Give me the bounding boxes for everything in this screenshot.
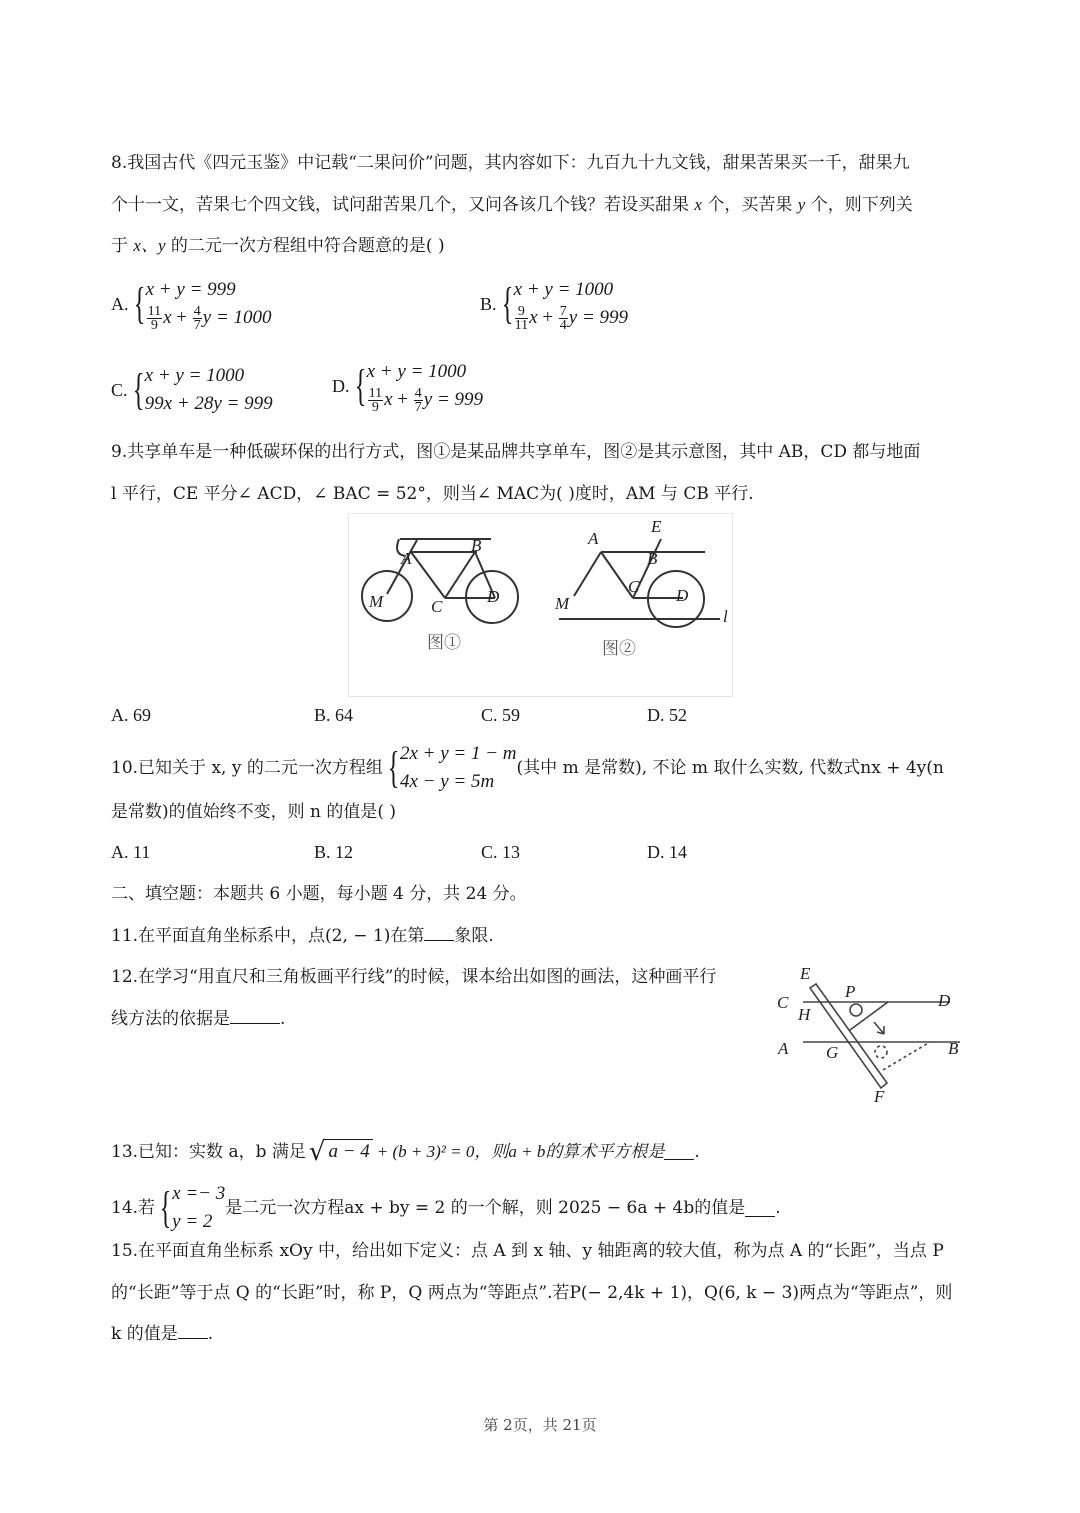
q8-option-a[interactable]: A. { x + y = 999 $\frac{11}{9}$ x + $\frac{4}{7}$ y = 1000 xyxy=(111,276,272,332)
q15-line2: 的“长距”等于点 Q 的“长距”时，称 P，Q 两点为“等距点”.若P(− 2,4k + 1)，Q(6, k − 3)两点为“等距点”，则 xyxy=(111,1283,953,1303)
svg-text:M: M xyxy=(369,592,384,611)
svg-text:P: P xyxy=(845,982,856,1001)
svg-text:D: D xyxy=(487,587,500,606)
svg-text:C: C xyxy=(628,577,640,596)
var-x: x xyxy=(694,195,702,214)
q8-line3 xyxy=(111,234,445,258)
equation-2: 99x + 28y = 999 xyxy=(144,393,273,414)
svg-text:C: C xyxy=(777,993,789,1012)
q8-text: 个，则下列关 xyxy=(810,195,913,215)
q9-line2: l 平行，CE 平分∠ ACD，∠ BAC = 52°，则当∠ MAC为( )度时，AM 与 CB 平行. xyxy=(111,484,754,504)
svg-text:F: F xyxy=(874,1087,885,1106)
svg-text:D: D xyxy=(938,991,951,1010)
answer-blank[interactable] xyxy=(745,1200,775,1217)
equation-2: $\frac{11}{9}$ x + $\frac{4}{7}$ y = 999 xyxy=(368,386,484,416)
q15-text: k 的值是 xyxy=(111,1324,178,1344)
q8-text: 于 xyxy=(111,236,128,256)
q8-option-c[interactable]: C. { x + y = 1000 99x + 28y = 999 xyxy=(111,362,273,418)
q11 xyxy=(111,924,494,948)
svg-text:A: A xyxy=(778,1039,789,1058)
equation-1: x + y = 1000 xyxy=(513,279,614,300)
q14-text: . xyxy=(775,1198,781,1218)
q12-line2 xyxy=(111,1007,285,1031)
q8-line1: 8.我国古代《四元玉鉴》中记载“二果问价”问题，其内容如下：九百九十九文钱，甜果苦果买一千，甜果九 xyxy=(111,153,910,173)
q10-line2: 是常数)的值始终不变，则 n 的值是( ) xyxy=(111,802,397,822)
equation-2: $\frac{11}{9}$ x + $\frac{4}{7}$ y = 1000 xyxy=(147,304,272,334)
answer-blank[interactable] xyxy=(664,1143,694,1160)
q9-line1: 9.共享单车是一种低碳环保的出行方式，图①是某品牌共享单车，图②是其示意图，其中 AB，CD 都与地面 xyxy=(111,442,921,462)
option-label: B. xyxy=(480,293,497,314)
q15-text: . xyxy=(207,1324,214,1344)
fig2-caption: 图② xyxy=(602,639,636,658)
svg-text:E: E xyxy=(651,517,662,536)
q11-text: 11.在平面直角坐标系中，点(2, − 1)在第 xyxy=(111,926,425,946)
svg-text:G: G xyxy=(826,1043,839,1062)
q13-text: . xyxy=(694,1141,700,1162)
q8-text: 的二元一次方程组中符合题意的是( ) xyxy=(170,236,445,256)
equation-1: x =− 3 xyxy=(172,1183,226,1204)
var-y: y xyxy=(797,195,806,214)
q12-text: . xyxy=(280,1009,286,1029)
q8-text: 个十一文，苦果七个四文钱，试问甜苦果几个，又问各该几个钱？若设买甜果 xyxy=(111,195,689,215)
q8-option-b[interactable]: B. { x + y = 1000 $\frac{9}{11}$ x + $\frac{7}{4}$ y = 999 xyxy=(480,276,628,332)
equation-1: 2x + y = 1 − m xyxy=(399,743,517,764)
q12-line1: 12.在学习“用直尺和三角板画平行线”的时候，课本给出如图的画法，这种画平行 xyxy=(111,967,717,987)
label-a1: A xyxy=(401,549,412,568)
q15-line1: 15.在平面直角坐标系 xOy 中，给出如下定义：点 A 到 x 轴、y 轴距离的较大值，称为点 A 的“长距”，当点 P xyxy=(111,1241,944,1261)
option-label: A. xyxy=(111,293,129,314)
q14-text: 14.若 xyxy=(111,1198,156,1218)
q10-line1: 10.已知关于 x, y 的二元一次方程组 { 2x + y = 1 − m 4x − y = 5m (其中 m 是常数), 不论 m 取什么实数, 代数式nx + 4y(n xyxy=(111,740,944,796)
svg-text:H: H xyxy=(798,1005,811,1024)
equation-1: x + y = 999 xyxy=(145,279,236,300)
q9-option-d[interactable]: D. 52 xyxy=(647,705,687,725)
page-footer: 第 2页，共 21页 xyxy=(483,1416,597,1434)
q14: 14.若 { x =− 3 y = 2 是二元一次方程ax + by = 2 的一个解，则 2025 − 6a + 4b的值是 . xyxy=(111,1180,781,1236)
bicycle-figure xyxy=(348,513,733,697)
answer-blank[interactable] xyxy=(178,1322,208,1339)
q11-text: 象限. xyxy=(454,926,494,946)
option-label: D. xyxy=(332,375,350,396)
q10-option-a[interactable]: A. 11 xyxy=(111,842,151,862)
q10-option-d[interactable]: D. 14 xyxy=(647,842,687,862)
q8-vars: x、y xyxy=(133,236,166,255)
svg-text:A: A xyxy=(588,529,599,548)
equation-1: x + y = 1000 xyxy=(144,365,245,386)
svg-text:E: E xyxy=(800,964,811,983)
svg-text:C: C xyxy=(431,597,443,616)
q9-option-b[interactable]: B. 64 xyxy=(314,705,354,725)
q13 xyxy=(111,1136,700,1167)
svg-text:M: M xyxy=(555,594,570,613)
q13-text: + (b + 3)² = 0，则a + b的算术平方根是 xyxy=(376,1141,665,1161)
answer-blank[interactable] xyxy=(230,1007,280,1024)
sqrt-icon: √ xyxy=(308,1136,326,1167)
q10-option-c[interactable]: C. 13 xyxy=(481,842,521,862)
section-heading: 二、填空题：本题共 6 小题，每小题 4 分，共 24 分。 xyxy=(111,884,527,904)
parallel-lines-figure xyxy=(770,962,980,1107)
q10-option-b[interactable]: B. 12 xyxy=(314,842,354,862)
equation-2: y = 2 xyxy=(172,1211,213,1232)
radicand: a − 4 xyxy=(325,1139,372,1164)
q8-option-d[interactable]: D. { x + y = 1000 $\frac{11}{9}$ x + $\frac{4}{7}$ y = 999 xyxy=(332,358,483,414)
q8-line2 xyxy=(111,193,913,217)
svg-text:l: l xyxy=(723,607,728,626)
svg-text:B: B xyxy=(948,1039,959,1058)
q13-text: 13.已知：实数 a，b 满足 xyxy=(111,1141,306,1162)
svg-text:B: B xyxy=(471,536,482,555)
q9-option-c[interactable]: C. 59 xyxy=(481,705,521,725)
equation-1: x + y = 1000 xyxy=(366,361,467,382)
svg-text:D: D xyxy=(676,586,689,605)
q8-text: 个，买苦果 xyxy=(707,195,793,215)
option-label: C. xyxy=(111,379,128,400)
equation-2: $\frac{9}{11}$ x + $\frac{7}{4}$ y = 999 xyxy=(514,304,629,334)
q10-text: 10.已知关于 x, y 的二元一次方程组 xyxy=(111,758,383,778)
q9-option-a[interactable]: A. 69 xyxy=(111,705,151,725)
answer-blank[interactable] xyxy=(424,924,454,941)
q12-text: 线方法的依据是 xyxy=(111,1009,230,1029)
fig1-caption: 图① xyxy=(427,633,461,652)
equation-2: 4x − y = 5m xyxy=(399,771,495,792)
q10-text: (其中 m 是常数), 不论 m 取什么实数, 代数式nx + 4y(n xyxy=(516,758,944,778)
svg-text:B: B xyxy=(647,549,658,568)
q15-line3 xyxy=(111,1322,213,1346)
q14-text: 是二元一次方程ax + by = 2 的一个解，则 2025 − 6a + 4b的值是 xyxy=(225,1198,746,1218)
